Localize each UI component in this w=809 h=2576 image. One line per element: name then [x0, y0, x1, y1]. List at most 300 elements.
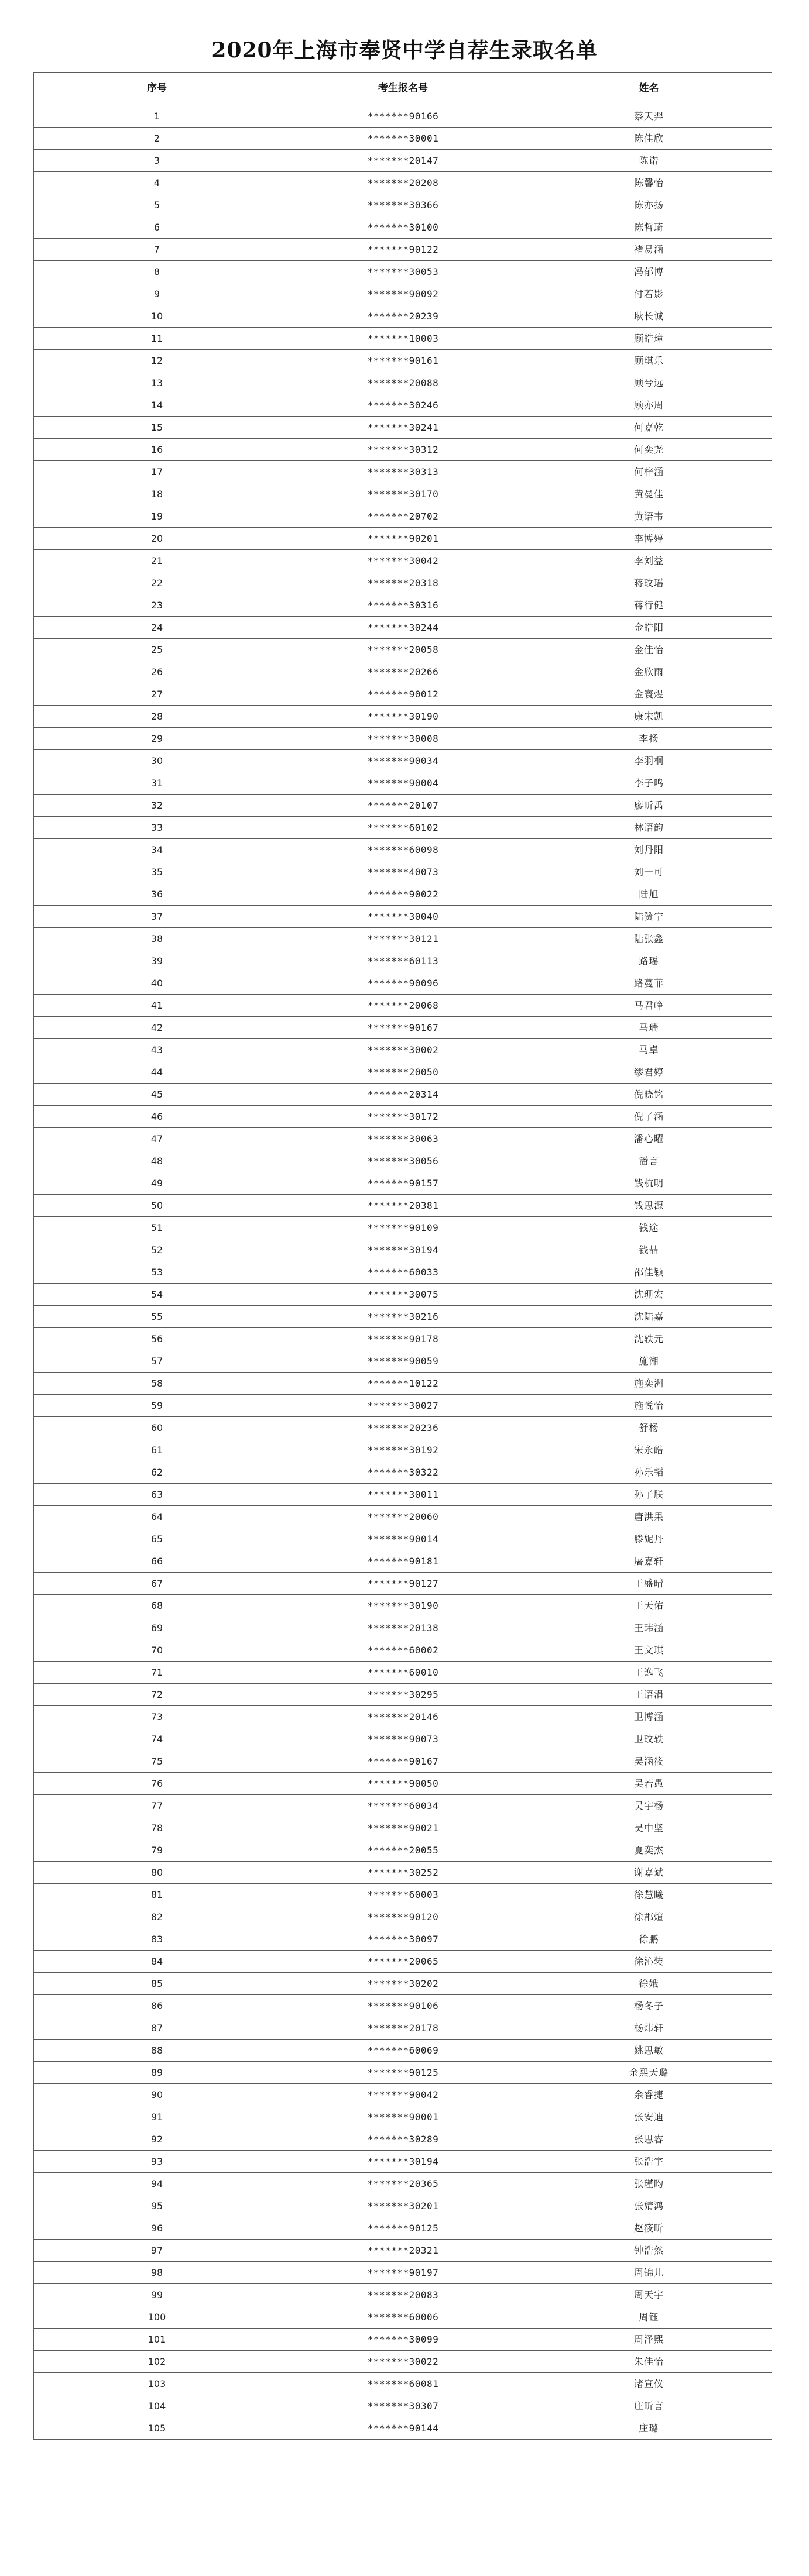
cell-registration-number: *******30244	[280, 617, 526, 639]
cell-serial-number: 23	[34, 594, 280, 617]
cell-registration-number: *******90001	[280, 2106, 526, 2128]
cell-student-name: 钱思源	[526, 1195, 772, 1217]
cell-serial-number: 72	[34, 1684, 280, 1706]
cell-serial-number: 83	[34, 1928, 280, 1951]
cell-registration-number: *******30042	[280, 550, 526, 572]
cell-serial-number: 8	[34, 261, 280, 283]
cell-registration-number: *******20178	[280, 2017, 526, 2040]
table-row	[34, 1172, 772, 1195]
cell-student-name: 王天佑	[526, 1595, 772, 1617]
cell-student-name: 周钰	[526, 2306, 772, 2329]
table-row	[34, 2240, 772, 2262]
cell-student-name: 顾皓璋	[526, 328, 772, 350]
cell-serial-number: 22	[34, 572, 280, 594]
table-row	[34, 1106, 772, 1128]
table-row	[34, 2084, 772, 2106]
cell-student-name: 路蔓菲	[526, 972, 772, 995]
cell-registration-number: *******30100	[280, 216, 526, 239]
cell-serial-number: 52	[34, 1239, 280, 1261]
cell-student-name: 吴中坚	[526, 1817, 772, 1839]
cell-student-name: 金欣雨	[526, 661, 772, 683]
table-row	[34, 128, 772, 150]
cell-student-name: 顾亦周	[526, 394, 772, 417]
cell-registration-number: *******90092	[280, 283, 526, 305]
cell-registration-number: *******90181	[280, 1550, 526, 1573]
cell-serial-number: 90	[34, 2084, 280, 2106]
cell-registration-number: *******20068	[280, 995, 526, 1017]
cell-student-name: 吴宇杨	[526, 1795, 772, 1817]
cell-student-name: 黄语韦	[526, 505, 772, 528]
table-row	[34, 1928, 772, 1951]
cell-serial-number: 55	[34, 1306, 280, 1328]
cell-registration-number: *******30121	[280, 928, 526, 950]
table-row	[34, 883, 772, 906]
cell-serial-number: 65	[34, 1528, 280, 1550]
cell-student-name: 何梓涵	[526, 461, 772, 483]
cell-registration-number: *******20314	[280, 1084, 526, 1106]
cell-serial-number: 59	[34, 1395, 280, 1417]
cell-serial-number: 12	[34, 350, 280, 372]
table-row	[34, 2373, 772, 2395]
table-row	[34, 572, 772, 594]
cell-serial-number: 78	[34, 1817, 280, 1839]
cell-student-name: 褚易涵	[526, 239, 772, 261]
cell-student-name: 钟浩然	[526, 2240, 772, 2262]
table-row	[34, 728, 772, 750]
cell-serial-number: 98	[34, 2262, 280, 2284]
table-row	[34, 1884, 772, 1906]
table-row	[34, 1217, 772, 1239]
cell-serial-number: 60	[34, 1417, 280, 1439]
table-row	[34, 2173, 772, 2195]
cell-serial-number: 81	[34, 1884, 280, 1906]
cell-registration-number: *******20381	[280, 1195, 526, 1217]
cell-serial-number: 26	[34, 661, 280, 683]
admission-table	[33, 72, 772, 2440]
cell-student-name: 朱佳怡	[526, 2351, 772, 2373]
table-row	[34, 1017, 772, 1039]
table-row	[34, 683, 772, 706]
table-row	[34, 1039, 772, 1061]
table-row	[34, 1862, 772, 1884]
cell-registration-number: *******20702	[280, 505, 526, 528]
cell-serial-number: 31	[34, 772, 280, 795]
cell-registration-number: *******30202	[280, 1973, 526, 1995]
cell-student-name: 王逸飞	[526, 1662, 772, 1684]
table-row	[34, 1373, 772, 1395]
cell-serial-number: 28	[34, 706, 280, 728]
cell-serial-number: 11	[34, 328, 280, 350]
cell-serial-number: 32	[34, 795, 280, 817]
table-header-row	[34, 73, 772, 105]
cell-student-name: 蒋玟瑶	[526, 572, 772, 594]
table-row	[34, 172, 772, 194]
cell-registration-number: *******90120	[280, 1906, 526, 1928]
cell-serial-number: 50	[34, 1195, 280, 1217]
cell-student-name: 张思睿	[526, 2128, 772, 2151]
table-row	[34, 2351, 772, 2373]
cell-student-name: 沈珊宏	[526, 1284, 772, 1306]
cell-registration-number: *******90167	[280, 1017, 526, 1039]
table-row	[34, 928, 772, 950]
header-registration-number: 考生报名号	[280, 73, 526, 105]
cell-registration-number: *******20065	[280, 1951, 526, 1973]
cell-registration-number: *******90004	[280, 772, 526, 795]
cell-registration-number: *******90166	[280, 105, 526, 128]
cell-student-name: 赵筱昕	[526, 2217, 772, 2240]
table-row	[34, 1573, 772, 1595]
cell-registration-number: *******20058	[280, 639, 526, 661]
cell-serial-number: 5	[34, 194, 280, 216]
table-row	[34, 1306, 772, 1328]
cell-serial-number: 56	[34, 1328, 280, 1350]
cell-serial-number: 41	[34, 995, 280, 1017]
cell-registration-number: *******20208	[280, 172, 526, 194]
cell-registration-number: *******30040	[280, 906, 526, 928]
cell-serial-number: 67	[34, 1573, 280, 1595]
document-title: 2020年上海市奉贤中学自荐生录取名单	[211, 38, 598, 63]
cell-registration-number: *******30295	[280, 1684, 526, 1706]
cell-registration-number: *******30001	[280, 128, 526, 150]
cell-serial-number: 33	[34, 817, 280, 839]
table-row	[34, 2217, 772, 2240]
cell-student-name: 金寰煜	[526, 683, 772, 706]
cell-registration-number: *******30312	[280, 439, 526, 461]
cell-registration-number: *******30099	[280, 2329, 526, 2351]
cell-registration-number: *******30063	[280, 1128, 526, 1150]
cell-student-name: 舒杨	[526, 1417, 772, 1439]
cell-registration-number: *******20321	[280, 2240, 526, 2262]
cell-student-name: 沈轶元	[526, 1328, 772, 1350]
cell-serial-number: 95	[34, 2195, 280, 2217]
cell-serial-number: 103	[34, 2373, 280, 2395]
cell-student-name: 宋永皓	[526, 1439, 772, 1461]
cell-student-name: 张瑾昀	[526, 2173, 772, 2195]
cell-serial-number: 68	[34, 1595, 280, 1617]
cell-student-name: 蔡天羿	[526, 105, 772, 128]
header-serial-number: 序号	[34, 73, 280, 105]
cell-student-name: 李子鸣	[526, 772, 772, 795]
cell-student-name: 卫玟轶	[526, 1728, 772, 1750]
cell-registration-number: *******30190	[280, 1595, 526, 1617]
cell-student-name: 刘丹阳	[526, 839, 772, 861]
cell-serial-number: 82	[34, 1906, 280, 1928]
cell-student-name: 顾琪乐	[526, 350, 772, 372]
table-row	[34, 817, 772, 839]
cell-registration-number: *******20239	[280, 305, 526, 328]
table-row	[34, 394, 772, 417]
cell-student-name: 蒋行健	[526, 594, 772, 617]
cell-student-name: 付若影	[526, 283, 772, 305]
table-row	[34, 1061, 772, 1084]
cell-registration-number: *******90178	[280, 1328, 526, 1350]
table-row	[34, 216, 772, 239]
cell-registration-number: *******30313	[280, 461, 526, 483]
cell-serial-number: 74	[34, 1728, 280, 1750]
table-row	[34, 305, 772, 328]
table-row	[34, 1639, 772, 1662]
cell-registration-number: *******30289	[280, 2128, 526, 2151]
cell-serial-number: 25	[34, 639, 280, 661]
cell-registration-number: *******90197	[280, 2262, 526, 2284]
cell-student-name: 张安迪	[526, 2106, 772, 2128]
cell-student-name: 唐洪果	[526, 1506, 772, 1528]
cell-serial-number: 30	[34, 750, 280, 772]
cell-student-name: 周锦儿	[526, 2262, 772, 2284]
cell-student-name: 徐郡煊	[526, 1906, 772, 1928]
cell-serial-number: 92	[34, 2128, 280, 2151]
cell-registration-number: *******90157	[280, 1172, 526, 1195]
cell-student-name: 滕妮丹	[526, 1528, 772, 1550]
cell-student-name: 徐娥	[526, 1973, 772, 1995]
cell-registration-number: *******20060	[280, 1506, 526, 1528]
cell-serial-number: 3	[34, 150, 280, 172]
cell-registration-number: *******30008	[280, 728, 526, 750]
cell-serial-number: 85	[34, 1973, 280, 1995]
cell-registration-number: *******60034	[280, 1795, 526, 1817]
table-row	[34, 1461, 772, 1484]
table-row	[34, 839, 772, 861]
table-row	[34, 1728, 772, 1750]
cell-student-name: 马君峥	[526, 995, 772, 1017]
cell-serial-number: 86	[34, 1995, 280, 2017]
cell-registration-number: *******30011	[280, 1484, 526, 1506]
cell-registration-number: *******20146	[280, 1706, 526, 1728]
cell-registration-number: *******90059	[280, 1350, 526, 1373]
cell-serial-number: 70	[34, 1639, 280, 1662]
cell-registration-number: *******30192	[280, 1439, 526, 1461]
table-row	[34, 1506, 772, 1528]
table-row	[34, 1595, 772, 1617]
cell-student-name: 陆张鑫	[526, 928, 772, 950]
table-row	[34, 105, 772, 128]
cell-serial-number: 46	[34, 1106, 280, 1128]
cell-student-name: 钱途	[526, 1217, 772, 1239]
cell-registration-number: *******90109	[280, 1217, 526, 1239]
cell-registration-number: *******30246	[280, 394, 526, 417]
cell-serial-number: 35	[34, 861, 280, 883]
table-row	[34, 2262, 772, 2284]
table-row	[34, 261, 772, 283]
table-row	[34, 1706, 772, 1728]
table-row	[34, 328, 772, 350]
cell-serial-number: 104	[34, 2395, 280, 2417]
cell-student-name: 张婧鸿	[526, 2195, 772, 2217]
cell-serial-number: 40	[34, 972, 280, 995]
cell-registration-number: *******90167	[280, 1750, 526, 1773]
cell-registration-number: *******30316	[280, 594, 526, 617]
cell-registration-number: *******60081	[280, 2373, 526, 2395]
table-row	[34, 1817, 772, 1839]
cell-student-name: 刘一可	[526, 861, 772, 883]
cell-serial-number: 21	[34, 550, 280, 572]
cell-serial-number: 71	[34, 1662, 280, 1684]
cell-serial-number: 45	[34, 1084, 280, 1106]
cell-student-name: 夏奕杰	[526, 1839, 772, 1862]
cell-student-name: 徐慧曦	[526, 1884, 772, 1906]
table-row	[34, 1684, 772, 1706]
cell-student-name: 陈佳欣	[526, 128, 772, 150]
cell-registration-number: *******60002	[280, 1639, 526, 1662]
cell-student-name: 倪晓铭	[526, 1084, 772, 1106]
cell-student-name: 施湘	[526, 1350, 772, 1373]
table-row	[34, 150, 772, 172]
cell-registration-number: *******30027	[280, 1395, 526, 1417]
cell-registration-number: *******10003	[280, 328, 526, 350]
table-body	[34, 105, 772, 2440]
cell-student-name: 陆旭	[526, 883, 772, 906]
table-row	[34, 350, 772, 372]
cell-student-name: 金佳怡	[526, 639, 772, 661]
cell-serial-number: 48	[34, 1150, 280, 1172]
cell-student-name: 陈诺	[526, 150, 772, 172]
cell-serial-number: 93	[34, 2151, 280, 2173]
cell-serial-number: 57	[34, 1350, 280, 1373]
cell-serial-number: 36	[34, 883, 280, 906]
table-row	[34, 439, 772, 461]
table-row	[34, 1795, 772, 1817]
table-row	[34, 1395, 772, 1417]
cell-registration-number: *******90125	[280, 2217, 526, 2240]
cell-serial-number: 76	[34, 1773, 280, 1795]
cell-registration-number: *******90122	[280, 239, 526, 261]
table-row	[34, 2195, 772, 2217]
cell-student-name: 吴若愚	[526, 1773, 772, 1795]
cell-serial-number: 16	[34, 439, 280, 461]
table-row	[34, 617, 772, 639]
cell-registration-number: *******90125	[280, 2062, 526, 2084]
table-row	[34, 2128, 772, 2151]
table-row	[34, 661, 772, 683]
cell-registration-number: *******20088	[280, 372, 526, 394]
cell-registration-number: *******90106	[280, 1995, 526, 2017]
cell-student-name: 王文琪	[526, 1639, 772, 1662]
cell-student-name: 施悦怡	[526, 1395, 772, 1417]
table-row	[34, 594, 772, 617]
cell-student-name: 倪子涵	[526, 1106, 772, 1128]
table-row	[34, 1484, 772, 1506]
cell-registration-number: *******90034	[280, 750, 526, 772]
table-row	[34, 1128, 772, 1150]
cell-serial-number: 37	[34, 906, 280, 928]
cell-serial-number: 34	[34, 839, 280, 861]
table-row	[34, 1328, 772, 1350]
cell-serial-number: 47	[34, 1128, 280, 1150]
table-row	[34, 2329, 772, 2351]
cell-student-name: 余睿捷	[526, 2084, 772, 2106]
cell-student-name: 卫博涵	[526, 1706, 772, 1728]
cell-serial-number: 44	[34, 1061, 280, 1084]
table-row	[34, 639, 772, 661]
cell-serial-number: 39	[34, 950, 280, 972]
cell-registration-number: *******90144	[280, 2417, 526, 2440]
cell-student-name: 路瑶	[526, 950, 772, 972]
cell-registration-number: *******20266	[280, 661, 526, 683]
cell-registration-number: *******30170	[280, 483, 526, 505]
cell-registration-number: *******90127	[280, 1573, 526, 1595]
cell-student-name: 冯郁博	[526, 261, 772, 283]
cell-registration-number: *******60010	[280, 1662, 526, 1684]
cell-serial-number: 75	[34, 1750, 280, 1773]
cell-serial-number: 102	[34, 2351, 280, 2373]
cell-student-name: 徐沁装	[526, 1951, 772, 1973]
cell-serial-number: 51	[34, 1217, 280, 1239]
cell-serial-number: 66	[34, 1550, 280, 1573]
table-row	[34, 2017, 772, 2040]
cell-registration-number: *******20147	[280, 150, 526, 172]
cell-registration-number: *******60003	[280, 1884, 526, 1906]
cell-registration-number: *******20107	[280, 795, 526, 817]
cell-student-name: 钱喆	[526, 1239, 772, 1261]
table-row	[34, 2040, 772, 2062]
table-row	[34, 2284, 772, 2306]
cell-student-name: 林语韵	[526, 817, 772, 839]
cell-student-name: 何嘉乾	[526, 417, 772, 439]
cell-serial-number: 101	[34, 2329, 280, 2351]
cell-registration-number: *******30097	[280, 1928, 526, 1951]
cell-registration-number: *******10122	[280, 1373, 526, 1395]
cell-student-name: 李博婷	[526, 528, 772, 550]
cell-registration-number: *******20365	[280, 2173, 526, 2195]
table-row	[34, 1350, 772, 1373]
cell-serial-number: 20	[34, 528, 280, 550]
cell-serial-number: 89	[34, 2062, 280, 2084]
cell-student-name: 耿长诚	[526, 305, 772, 328]
cell-serial-number: 54	[34, 1284, 280, 1306]
table-row	[34, 1995, 772, 2017]
cell-registration-number: *******90022	[280, 883, 526, 906]
cell-student-name: 姚思敏	[526, 2040, 772, 2062]
table-row	[34, 995, 772, 1017]
cell-registration-number: *******30053	[280, 261, 526, 283]
cell-serial-number: 42	[34, 1017, 280, 1039]
cell-student-name: 诸宣仪	[526, 2373, 772, 2395]
cell-serial-number: 99	[34, 2284, 280, 2306]
cell-student-name: 王语涓	[526, 1684, 772, 1706]
table-row	[34, 505, 772, 528]
table-row	[34, 1284, 772, 1306]
cell-registration-number: *******30022	[280, 2351, 526, 2373]
cell-serial-number: 38	[34, 928, 280, 950]
table-row	[34, 528, 772, 550]
cell-registration-number: *******30366	[280, 194, 526, 216]
cell-registration-number: *******30241	[280, 417, 526, 439]
table-row	[34, 1528, 772, 1550]
cell-serial-number: 88	[34, 2040, 280, 2062]
cell-student-name: 廖昕禹	[526, 795, 772, 817]
cell-serial-number: 64	[34, 1506, 280, 1528]
cell-registration-number: *******60006	[280, 2306, 526, 2329]
table-row	[34, 1239, 772, 1261]
cell-serial-number: 84	[34, 1951, 280, 1973]
cell-student-name: 周泽熙	[526, 2329, 772, 2351]
cell-registration-number: *******90014	[280, 1528, 526, 1550]
cell-student-name: 陈哲琦	[526, 216, 772, 239]
cell-registration-number: *******60098	[280, 839, 526, 861]
cell-student-name: 庄昕言	[526, 2395, 772, 2417]
table-row	[34, 1839, 772, 1862]
cell-registration-number: *******60113	[280, 950, 526, 972]
header-name: 姓名	[526, 73, 772, 105]
cell-serial-number: 97	[34, 2240, 280, 2262]
cell-student-name: 金皓阳	[526, 617, 772, 639]
cell-registration-number: *******30194	[280, 2151, 526, 2173]
cell-registration-number: *******30216	[280, 1306, 526, 1328]
cell-student-name: 陈馨怡	[526, 172, 772, 194]
cell-serial-number: 80	[34, 1862, 280, 1884]
cell-registration-number: *******90096	[280, 972, 526, 995]
cell-student-name: 黄曼佳	[526, 483, 772, 505]
